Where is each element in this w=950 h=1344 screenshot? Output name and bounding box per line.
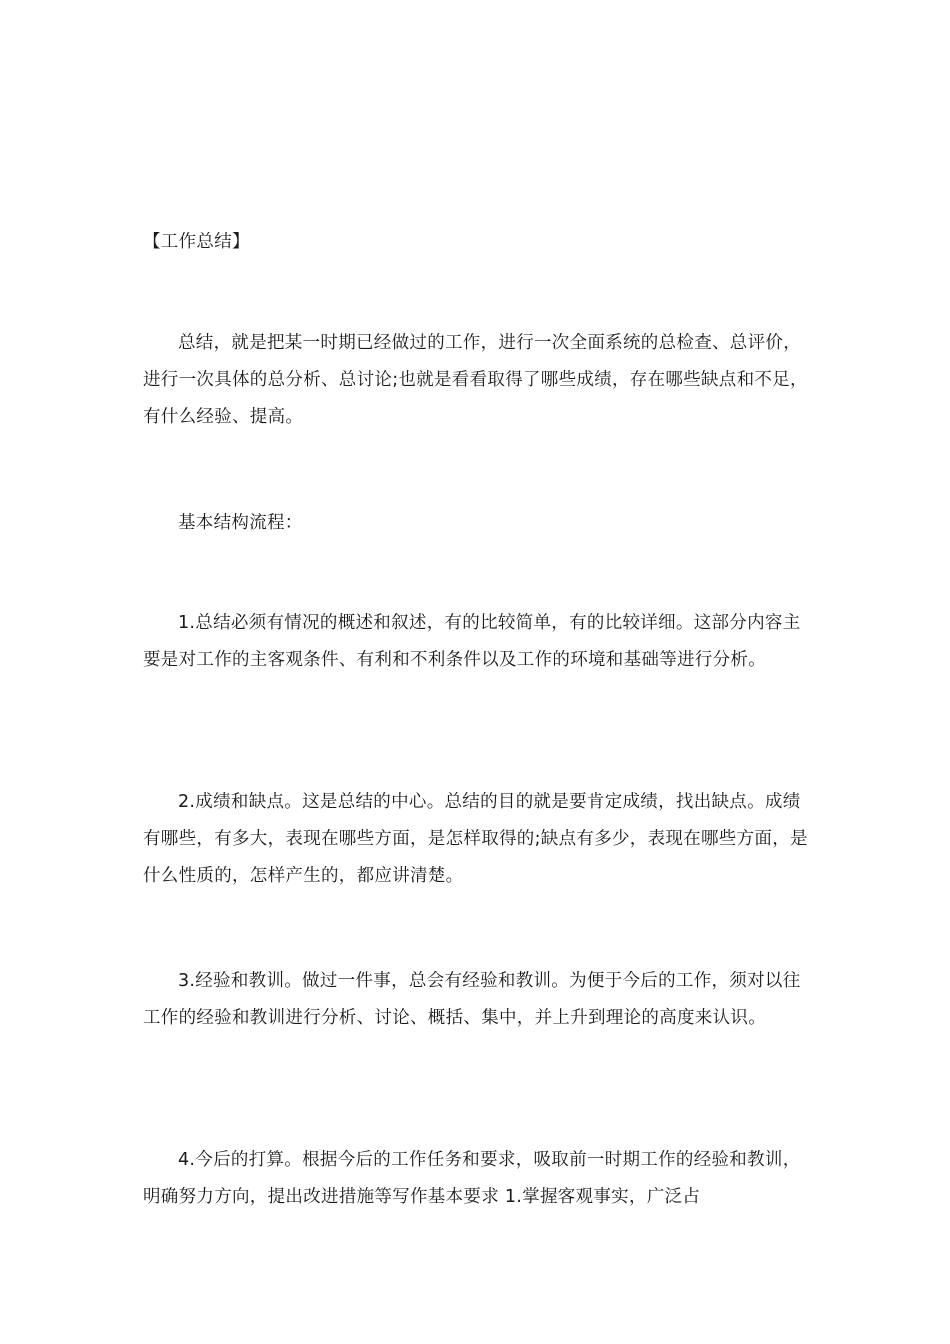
paragraph-item-2: 2.成绩和缺点。这是总结的中心。总结的目的就是要肯定成绩，找出缺点。成绩有哪些，有多大，表现在哪些方面，是怎样取得的;缺点有多少，表现在哪些方面，是什么性质的，怎样产生的，都应讲清楚。: [143, 792, 808, 886]
document-heading: 【工作总结】: [143, 232, 250, 252]
paragraph-structure-title: 基本结构流程：: [178, 513, 303, 533]
paragraph-item-4: 4.今后的打算。根据今后的工作任务和要求，吸取前一时期工作的经验和教训，明确努力方向，提出改进措施等写作基本要求 1.掌握客观事实，广泛占: [143, 1150, 801, 1207]
paragraph-item-1: 1.总结必须有情况的概述和叙述，有的比较简单，有的比较详细。这部分内容主要是对工作的主客观条件、有利和不利条件以及工作的环境和基础等进行分析。: [143, 613, 801, 670]
paragraph-definition: 总结，就是把某一时期已经做过的工作，进行一次全面系统的总检查、总评价，进行一次具体的总分析、总讨论;也就是看看取得了哪些成绩，存在哪些缺点和不足，有什么经验、提高。: [143, 333, 808, 427]
paragraph-item-3: 3.经验和教训。做过一件事，总会有经验和教训。为便于今后的工作，须对以往工作的经验和教训进行分析、讨论、概括、集中，并上升到理论的高度来认识。: [143, 971, 801, 1028]
